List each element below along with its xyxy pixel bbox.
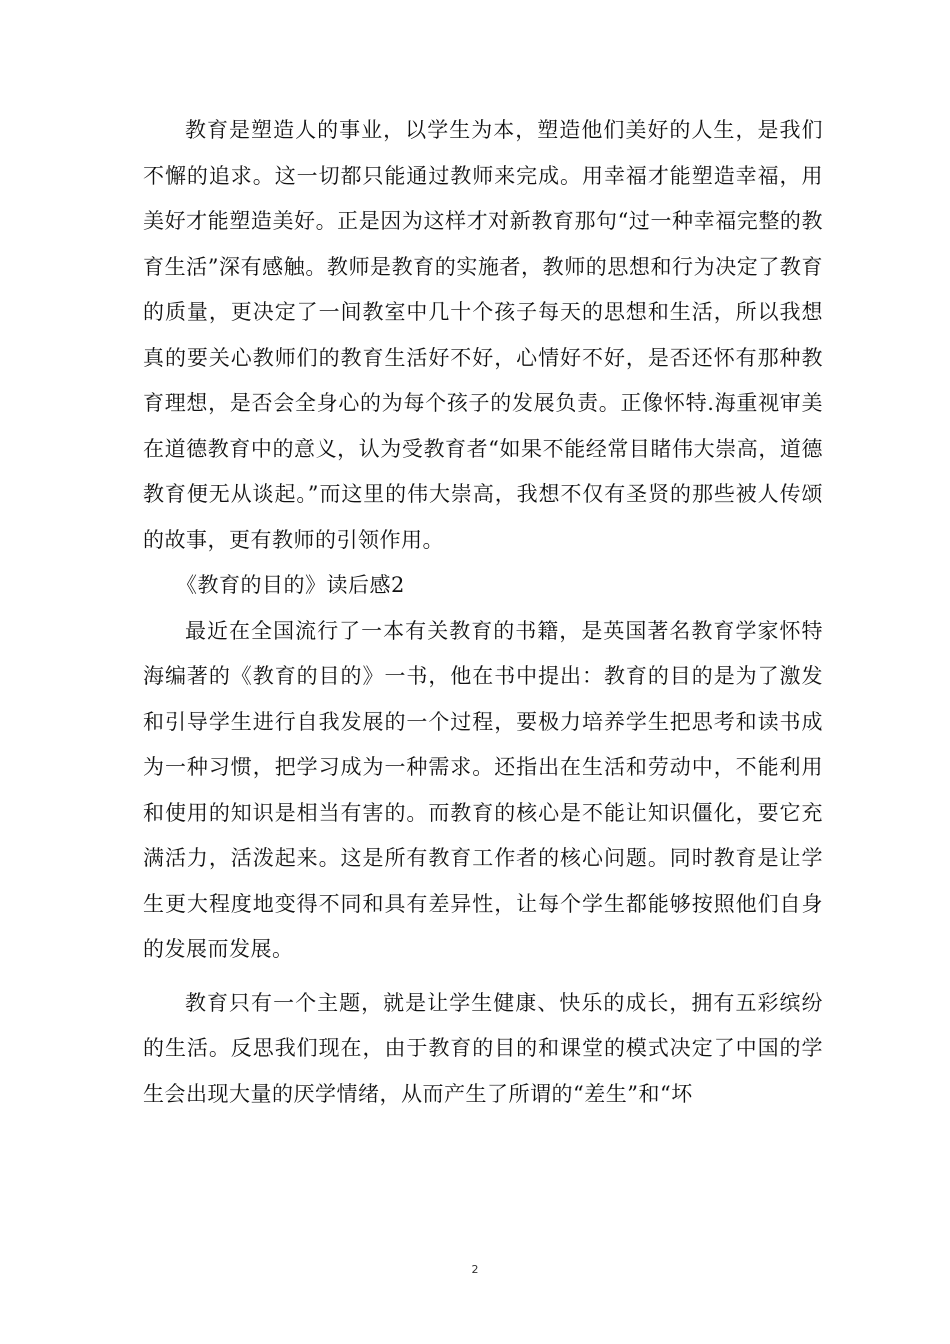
document-body [143,108,823,1117]
paragraph-3: 教育只有一个主题，就是让学生健康、快乐的成长，拥有五彩缤纷的生活。反思我们现在，由于教育的目的和课堂的模式决定了中国的学生会出现大量的厌学情绪，从而产生了所谓的“差生”和“坏 [143,990,823,1106]
paragraph-2: 最近在全国流行了一本有关教育的书籍，是英国著名教育学家怀特海编著的《教育的目的》一书，他在书中提出：教育的目的是为了激发和引导学生进行自我发展的一个过程，要极力培养学生把思考和读书成为一种习惯，把学习成为一种需求。还指出在生活和劳动中，不能利用和使用的知识是相当有害的。而教育的核心是不能让知识僵化，要它充满活力，活泼起来。这是所有教育工作者的核心问题。同时教育是让学生更大程度地变得不同和具有差异性，让每个学生都能够按照他们自身的发展而发展。 [143,618,823,961]
paragraph-1: 教育是塑造人的事业，以学生为本，塑造他们美好的人生，是我们不懈的追求。这一切都只能通过教师来完成。用幸福才能塑造幸福，用美好才能塑造美好。正是因为这样才对新教育那句“过一种幸福完整的教育生活”深有感触。教师是教育的实施者，教师的思想和行为决定了教育的质量，更决定了一间教室中几十个孩子每天的思想和生活，所以我想真的要关心教师们的教育生活好不好，心情好不好，是否还怀有那种教育理想，是否会全身心的为每个孩子的发展负责。正像怀特.海重视审美在道德教育中的意义，认为受教育者“如果不能经常目睹伟大崇高，道德教育便无从谈起。”而这里的伟大崇高，我想不仅有圣贤的那些被人传颂的故事，更有教师的引领作用。 [143,118,823,552]
section-title: 《教育的目的》读后感2 [176,573,405,597]
page-number: 2 [471,1263,479,1276]
